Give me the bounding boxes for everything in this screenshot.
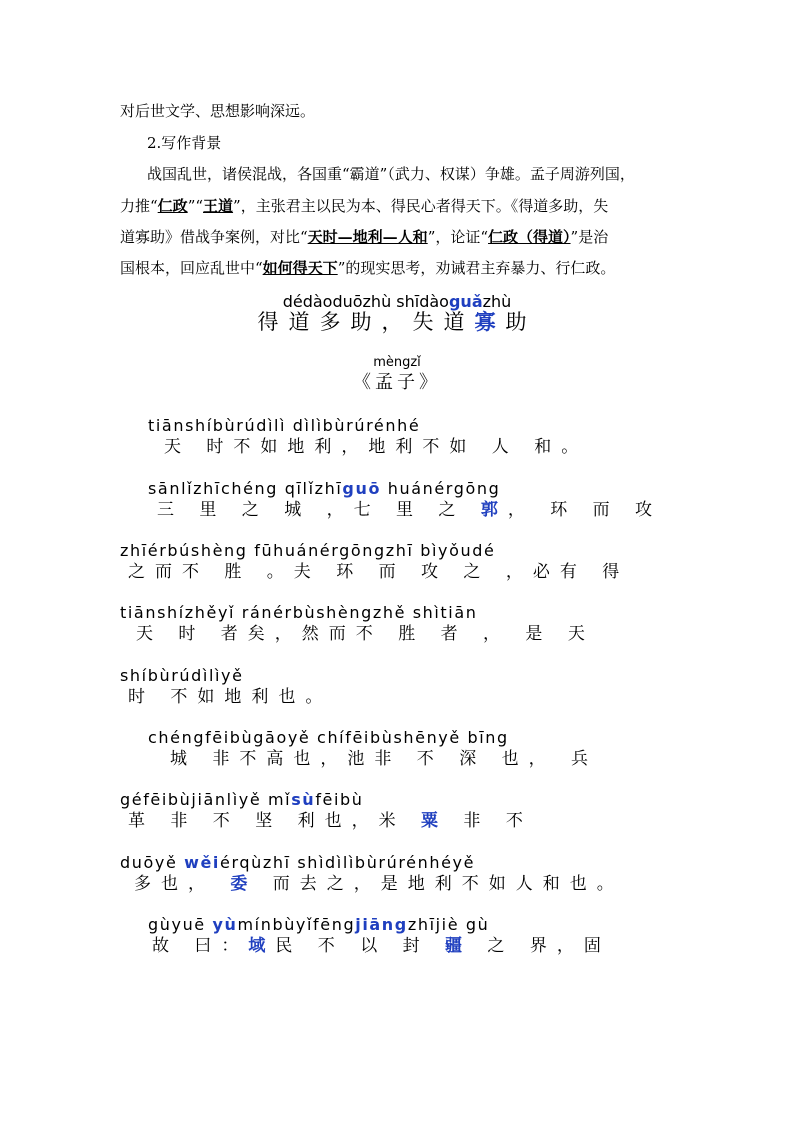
text-line xyxy=(128,806,533,831)
character-text: 城 非不高也，池非 不 深 也， 兵 xyxy=(170,749,599,769)
keyword-wangdao: 王道 xyxy=(203,197,234,215)
pinyin-text: shíbùrúdìlìyě xyxy=(120,666,244,685)
text-line xyxy=(152,931,611,956)
prose-text: ”，主张君主以民为本、得民心者得天下。《得道多助，失 xyxy=(233,197,609,215)
character-highlight: 粟 xyxy=(421,811,449,831)
pinyin-highlight: guō xyxy=(342,479,382,498)
keyword-ruhe: 如何得天下 xyxy=(262,259,338,277)
pinyin-text: tiānshízhěyǐ ránérbùshèngzhě shìtiān xyxy=(120,603,478,622)
text-line xyxy=(134,869,624,894)
character-text: 而去之，是地利不如人和也。 xyxy=(257,874,624,894)
pinyin-text: sānlǐzhīchéng qīlǐzhī xyxy=(148,479,343,498)
prose-text: ”是治 xyxy=(570,228,609,246)
pinyin-text: zhījiè gù xyxy=(407,915,490,934)
character-text: 天 时不如地利，地利不如 人 和。 xyxy=(164,437,589,457)
character-highlight: 委 xyxy=(230,874,258,894)
prose-line-4 xyxy=(120,261,615,276)
character-highlight: 域 xyxy=(248,936,276,956)
text-line xyxy=(164,432,588,457)
author: 《孟子》 xyxy=(353,372,441,393)
prose-text: 国根本，回应乱世中“ xyxy=(120,259,263,277)
character-text: ， 环 而 攻 xyxy=(507,500,663,520)
keyword-tianshi: 天时—地利—人和 xyxy=(307,228,428,246)
pinyin-text: huánérgōng xyxy=(381,479,501,498)
keyword-renzheng-dedao: 仁政（得道） xyxy=(488,228,571,246)
title-text: 助 xyxy=(505,310,537,334)
prose-text: ”的现实思考，劝诫君主弃暴力、行仁政。 xyxy=(337,259,616,277)
character-text: 多也， xyxy=(134,874,231,894)
character-text: 天 时 者矣，然而不 胜 者 ， 是 天 xyxy=(136,624,595,644)
pinyin-text: duōyě xyxy=(120,853,185,872)
pinyin-text: gùyuē xyxy=(148,915,213,934)
pinyin-text: chéngfēibùgāoyě chífēibùshēnyě bīng xyxy=(148,728,509,747)
prose-text: ”，论证“ xyxy=(427,228,489,246)
title-text: 得道多助，失道 xyxy=(257,310,475,334)
pinyin-text: fēibù xyxy=(315,790,364,809)
pinyin-text: mínbùyǐfēng xyxy=(237,915,356,934)
pinyin-text: tiānshíbùrúdìlì dìlìbùrúrénhé xyxy=(148,416,421,435)
text-line xyxy=(170,744,598,769)
pinyin-text: géfēibùjiānlìyě mǐ xyxy=(120,790,292,809)
character-text: 之 界，固 xyxy=(472,936,611,956)
prose-line-0: 对后世文学、思想影响深远。 xyxy=(120,102,316,120)
section-heading: 2.写作背景 xyxy=(147,134,222,152)
text-line xyxy=(157,495,662,520)
prose-line-3 xyxy=(120,230,608,245)
text-line xyxy=(128,682,332,707)
character-text: 民 不 以 封 xyxy=(275,936,446,956)
character-text: 时 不如地利也。 xyxy=(128,687,333,707)
prose-line-2 xyxy=(120,199,608,214)
pinyin-highlight: jiāng xyxy=(355,915,408,934)
pinyin-text: zhīérbúshèng fūhuánérgōngzhī bìyǒudé xyxy=(120,541,496,560)
prose-line-1: 战国乱世，诸侯混战，各国重“霸道”（武力、权谋）争雄。孟子周游列国， xyxy=(147,165,635,183)
character-highlight: 疆 xyxy=(445,936,473,956)
character-highlight: 郭 xyxy=(480,500,508,520)
prose-text: 力推“ xyxy=(120,197,158,215)
pinyin-text: érqùzhī shìdìlìbùrúrénhéyě xyxy=(220,853,476,872)
pinyin-highlight: sù xyxy=(291,790,316,809)
text-line xyxy=(136,619,595,644)
prose-text: 道寡助》借战争案例，对比“ xyxy=(120,228,308,246)
title-pinyin-text: dédàoduōzhù shīdào xyxy=(282,292,449,311)
title-pinyin-highlight: guǎ xyxy=(448,292,483,311)
character-text: 之而不 胜 。夫 环 而 攻 之 ，必有 得 xyxy=(128,562,630,582)
title xyxy=(0,306,794,336)
prose-text: ”“ xyxy=(187,197,204,215)
title-pinyin-text: zhù xyxy=(482,292,512,311)
character-text: 革 非 不 坚 利也，米 xyxy=(128,811,422,831)
character-text: 非 不 xyxy=(448,811,533,831)
pinyin-highlight: yù xyxy=(212,915,238,934)
keyword-renzheng: 仁政 xyxy=(157,197,188,215)
character-text: 三 里 之 城 ，七 里 之 xyxy=(157,500,481,520)
pinyin-highlight: wěi xyxy=(184,853,221,872)
character-text: 故 曰： xyxy=(152,936,249,956)
title-highlight: 寡 xyxy=(474,309,506,334)
author-pinyin: mèngzǐ xyxy=(373,355,421,370)
text-line xyxy=(128,557,629,582)
